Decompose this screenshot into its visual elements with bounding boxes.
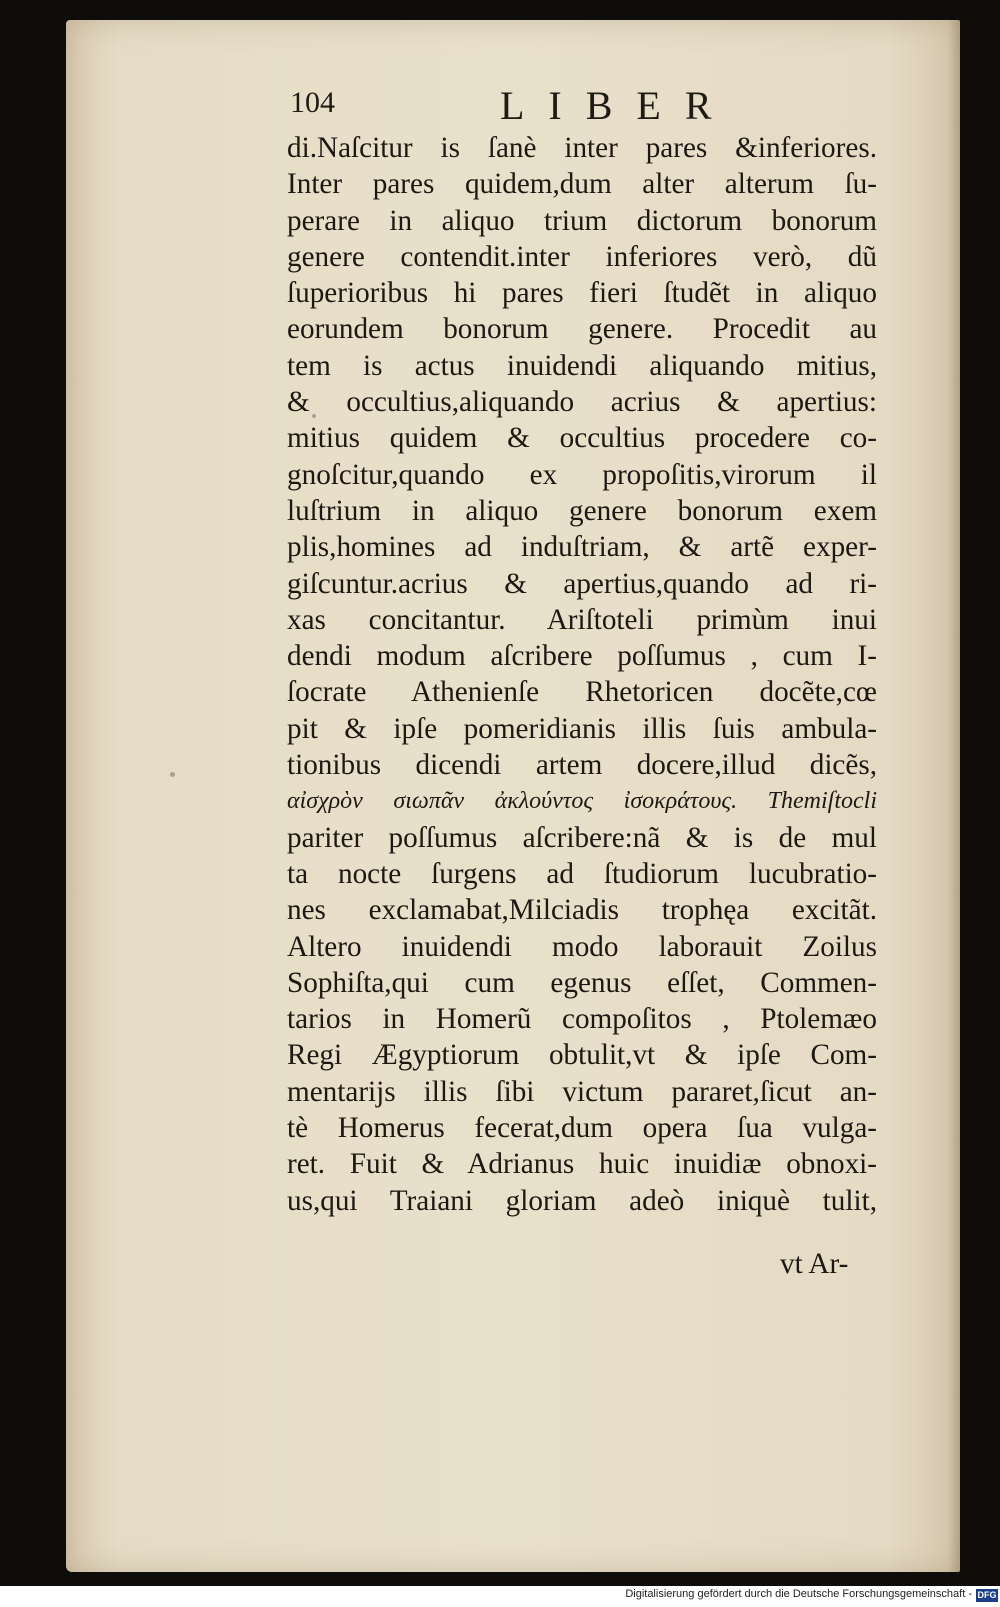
text-line: genere contendit.inter inferiores verò, dũ xyxy=(287,240,877,273)
text-line: di.Naſcitur is ſanè inter pares &inferiores. xyxy=(287,132,877,164)
text-line: Sophiſta,qui cum egenus eſſet, Commen- xyxy=(287,966,877,999)
text-line: ret. Fuit & Adrianus huic inuidiæ obnoxi- xyxy=(287,1148,877,1181)
text-line: gnoſcitur,quando ex propoſitis,virorum il xyxy=(287,458,877,491)
body-text xyxy=(287,130,877,1219)
text-line: luſtrium in aliquo genere bonorum exem xyxy=(287,494,877,527)
text-line: pit & ipſe pomeridianis illis ſuis ambula- xyxy=(287,712,877,745)
text-line: Inter pares quidem,dum alter alterum ſu- xyxy=(287,168,877,201)
text-line: nes exclamabat,Milciadis trophęa excitãt. xyxy=(287,894,877,927)
text-line: dendi modum aſcribere poſſumus , cum I- xyxy=(287,640,877,673)
text-line: mitius quidem & occultius procedere co- xyxy=(287,422,877,455)
text-line: tè Homerus fecerat,dum opera ſua vulga- xyxy=(287,1112,877,1145)
text-line: plis,homines ad induſtriam, & artẽ exper- xyxy=(287,531,877,564)
funding-credit: Digitalisierung gefördert durch die Deutsche Forschungsgemeinschaft - xyxy=(625,1588,972,1600)
greek-quote-line: αἰσχρὸν σιωπᾶν ἀκλούντος ἰσοκράτους. Themiſtocli xyxy=(287,788,877,815)
text-line: mentarijs illis ſibi victum pararet,ſicut an- xyxy=(287,1075,877,1108)
ink-speck xyxy=(170,772,175,777)
text-line: ſocrate Athenienſe Rhetoricen docẽte,cœ xyxy=(287,676,877,709)
text-line: Regi Ægyptiorum obtulit,vt & ipſe Com- xyxy=(287,1039,877,1072)
text-line: ſuperioribus hi pares fieri ſtudẽt in aliquo xyxy=(287,277,877,310)
text-line: giſcuntur.acrius & apertius,quando ad ri- xyxy=(287,567,877,600)
text-line: tem is actus inuidendi aliquando mitius, xyxy=(287,349,877,382)
text-line: Altero inuidendi modo laborauit Zoilus xyxy=(287,930,877,963)
footer-bar xyxy=(0,1586,1000,1607)
text-line: tarios in Homerũ compoſitos , Ptolemæo xyxy=(287,1003,877,1036)
page-header xyxy=(290,82,830,132)
text-line: & occultius,aliquando acrius & apertius: xyxy=(287,386,877,419)
page-number: 104 xyxy=(290,86,335,119)
text-line: perare in aliquo trium dictorum bonorum xyxy=(287,204,877,237)
text-line: xas concitantur. Ariſtoteli primùm inui xyxy=(287,603,877,636)
text-line: tionibus dicendi artem docere,illud dicẽs, xyxy=(287,749,877,782)
page-edge-shadow xyxy=(948,20,960,1572)
text-line: ta nocte ſurgens ad ſtudiorum lucubratio- xyxy=(287,857,877,890)
text-line: us,qui Traiani gloriam adeò iniquè tulit, xyxy=(287,1184,877,1217)
text-line: eorundem bonorum genere. Procedit au xyxy=(287,313,877,346)
running-head: LIBER xyxy=(500,83,736,128)
catchword: vt Ar- xyxy=(780,1248,849,1280)
text-line: pariter poſſumus aſcribere:nã & is de mul xyxy=(287,821,877,854)
dfg-logo: DFG xyxy=(977,1590,997,1600)
